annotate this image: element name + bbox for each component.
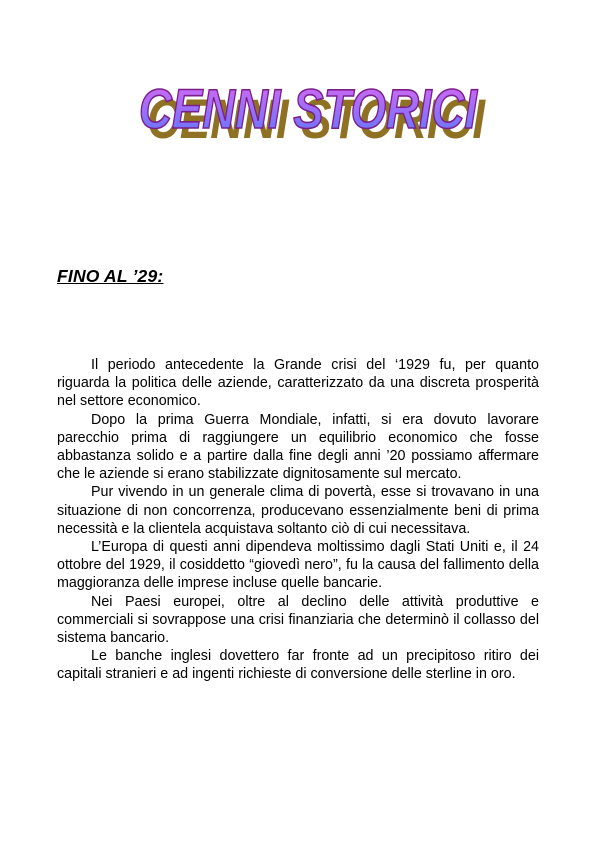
paragraph: Dopo la prima Guerra Mondiale, infatti, si era dovuto lavorare parecchio prima di raggiungere un equilibrio economico che fosse abbastanza solido e a partire dalla fine degli anni ’20 possiamo affermare che le aziende si erano stabilizzate dignitosamente sul mercato. <box>57 411 539 483</box>
body-text <box>57 356 539 684</box>
paragraph: Il periodo antecedente la Grande crisi del ‘1929 fu, per quanto riguarda la politica delle aziende, caratterizzato da una discreta prosperità nel settore economico. <box>57 357 539 410</box>
title-text: CENNI STORICI <box>139 77 479 140</box>
paragraph: Nei Paesi europei, oltre al declino delle attività produttive e commerciali si sovrappose una crisi finanziaria che determinò il collasso del sistema bancario. <box>57 593 539 647</box>
title-shadow: CENNI STORICI <box>147 87 487 150</box>
title-wordart-graphic <box>130 62 490 152</box>
paragraph: L’Europa di questi anni dipendeva moltissimo dagli Stati Uniti e, il 24 ottobre del 1929, il cosiddetto “giovedì nero”, fu la causa del fallimento della maggioranza delle imprese incluse quelle bancarie. <box>57 539 539 592</box>
section-heading: FINO AL ’29: <box>57 266 164 286</box>
paragraph: Pur vivendo in un generale clima di povertà, esse si trovavano in una situazione di non concorrenza, producevano essenzialmente beni di prima necessità e la clientela acquistava soltanto ciò di cui necessitava. <box>57 484 539 537</box>
title-wordart <box>130 62 490 152</box>
paragraph: Le banche inglesi dovettero far fronte ad un precipitoso ritiro dei capitali stranieri e ad ingenti richieste di conversione delle sterline in oro. <box>57 648 539 683</box>
